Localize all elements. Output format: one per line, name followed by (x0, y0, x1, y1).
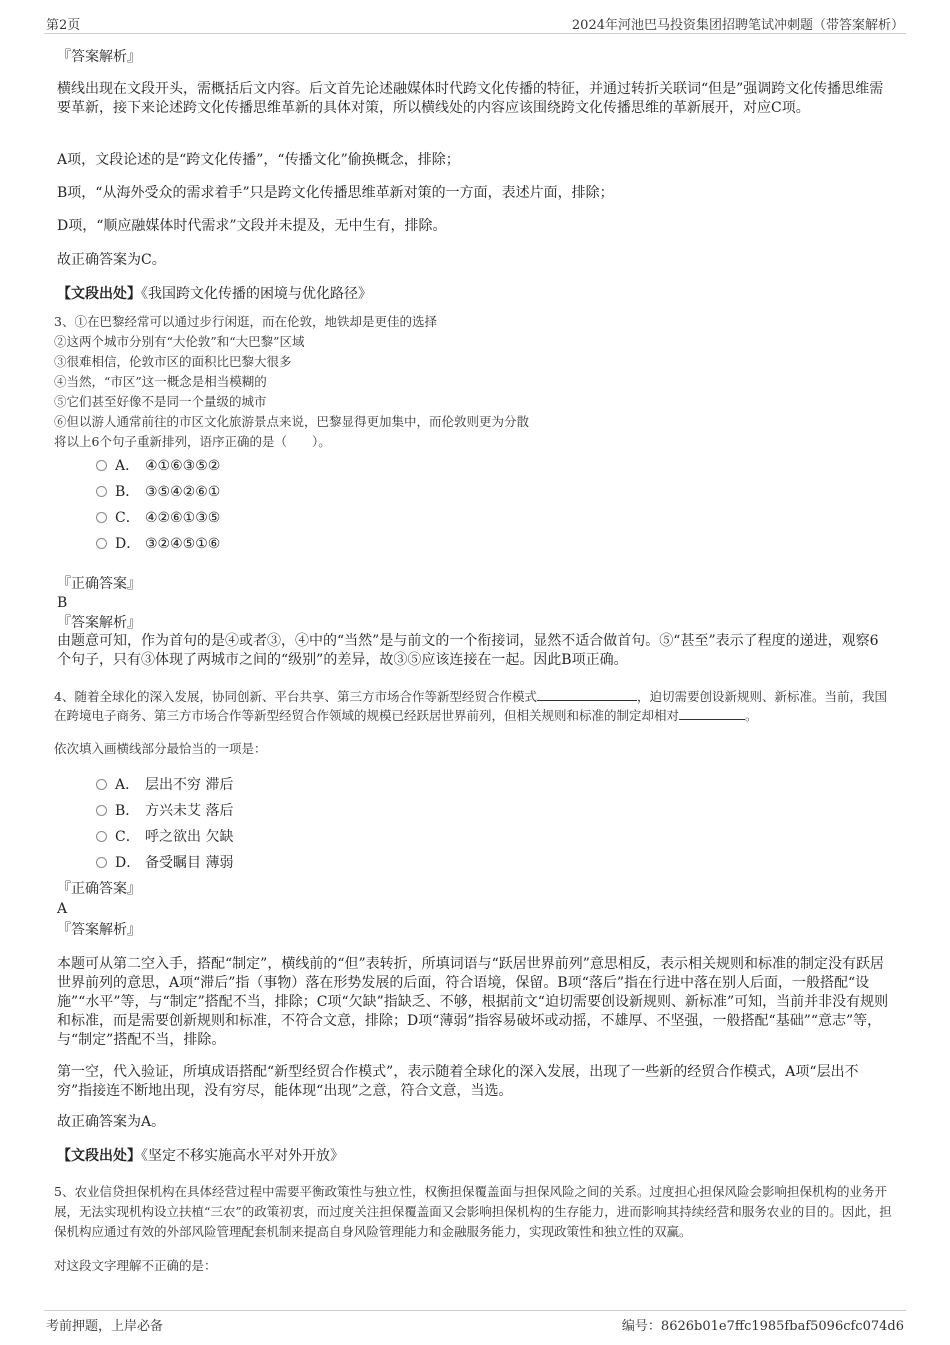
q3-stem-line: ⑤它们甚至好像不是同一个量级的城市 (54, 394, 267, 409)
radio-icon[interactable] (96, 779, 107, 790)
q2-analysis-option-a: A项，文段论述的是“跨文化传播”，“传播文化”偷换概念，排除； (57, 152, 460, 168)
q3-option-a[interactable] (96, 456, 220, 476)
q3-stem (54, 312, 894, 452)
q4-stem-part2: ，迫切需要创设新规则、新标准。当前，我国在跨境电子商务、第三方市场合作等新型经贸合作领域的规模已经跃居世界前列，但相关规则和标准的制定却相对 (54, 689, 887, 723)
q4-option-d[interactable] (96, 853, 233, 873)
document-title: 2024年河池巴马投资集团招聘笔试冲刺题（带答案解析） (571, 18, 904, 33)
option-letter: B． (115, 484, 140, 500)
q5-prompt: 对这段文字理解不正确的是： (54, 1258, 217, 1273)
q2-source-title: 《我国跨文化传播的困境与优化路径》 (141, 286, 372, 302)
q3-stem-question: 将以上6个句子重新排列，语序正确的是（ ）。 (54, 434, 331, 449)
q2-analysis-paragraph: 横线出现在文段开头，需概括后文内容。后文首先论述融媒体时代跨文化传播的特征，并通过转折关联词“但是”强调跨文化传播思维需要革新，接下来论述跨文化传播思维革新的具体对策，所以横线处的内容应该围绕跨文化传播思维的革新展开，对应C项。 (57, 81, 884, 116)
option-letter: C． (115, 510, 140, 526)
q2-analysis-option-b: B项，“从海外受众的需求着手”只是跨文化传播思维革新对策的一方面，表述片面，排除； (57, 185, 614, 201)
q3-stem-line: 3、①在巴黎经常可以通过步行闲逛，而在伦敦，地铁却是更佳的选择 (54, 314, 437, 329)
q4-source-label: 【文段出处】 (57, 1148, 141, 1164)
q4-option-b[interactable] (96, 801, 233, 821)
option-text: ③⑤④②⑥① (145, 484, 221, 500)
footer-serial: 编号：8626b01e7ffc1985fbaf5096cfc074d6 (621, 1319, 904, 1334)
q3-stem-line: ⑥但以游人通常前往的市区文化旅游景点来说，巴黎显得更加集中，而伦敦则更为分散 (54, 414, 530, 429)
q4-answer-heading: 『正确答案』 (57, 881, 141, 897)
q3-stem-line: ②这两个城市分别有“大伦敦”和“大巴黎”区域 (54, 334, 305, 349)
option-text: 备受瞩目 薄弱 (145, 855, 234, 871)
option-letter: A． (115, 777, 140, 793)
header-divider (44, 33, 906, 34)
q2-analysis-heading: 『答案解析』 (57, 49, 141, 65)
q4-stem (54, 687, 894, 725)
q4-source-title: 《坚定不移实施高水平对外开放》 (141, 1148, 344, 1164)
radio-icon[interactable] (96, 831, 107, 842)
q3-stem-line: ③很难相信，伦敦市区的面积比巴黎大很多 (54, 354, 292, 369)
q4-option-c[interactable] (96, 827, 233, 847)
option-text: 呼之欲出 欠缺 (145, 829, 234, 845)
q3-answer-heading: 『正确答案』 (57, 576, 141, 592)
q3-answer: B (57, 595, 68, 611)
option-letter: B． (115, 803, 140, 819)
option-letter: D． (115, 536, 141, 552)
radio-icon[interactable] (96, 538, 107, 549)
q4-blank-2 (679, 707, 745, 720)
option-letter: A． (115, 458, 140, 474)
radio-icon[interactable] (96, 512, 107, 523)
option-text: ④②⑥①③⑤ (145, 510, 221, 526)
q4-prompt: 依次填入画横线部分最恰当的一项是： (54, 741, 267, 756)
option-text: 层出不穷 滞后 (145, 777, 234, 793)
q2-conclusion: 故正确答案为C。 (57, 252, 166, 268)
q4-analysis-paragraph-1: 本题可从第二空入手，搭配“制定”，横线前的“但”表转折，所填词语与“跃居世界前列”意思相反，表示相关规则和标准的制定没有跃居世界前列的意思，A项“滞后”指（事物）落在形势发展的后面，符合语境，保留。B项“落后”指在行进中落在别人后面，一般搭配“设施”“水平”等，与“制定”搭配不当，排除；C项“欠缺”指缺乏、不够，根据前文“迫切需要创设新规则、新标准”可知，当前并非没有规则和标准，而是需要创新规则和标准，不符合文意，排除；D项“薄弱”指容易破坏或动摇，不雄厚、不坚强，一般搭配“基础”“意志”等，与“制定”搭配不当，排除。 (57, 956, 889, 1048)
footer-slogan: 考前押题，上岸必备 (46, 1319, 164, 1334)
q3-stem-line: ④当然，“市区”这一概念是相当模糊的 (54, 374, 267, 389)
q5-stem: 5、农业信贷担保机构在具体经营过程中需要平衡政策性与独立性，权衡担保覆盖面与担保风险之间的关系。过度担心担保风险会影响担保机构的业务开展，无法实现机构设立扶植“三农”的政策初衷，而过度关注担保覆盖面又会影响担保机构的生存能力，进而影响其持续经营和服务农业的目的。因此，担保机构应通过有效的外部风险管理配套机制来提高自身风险管理能力和金融服务能力，实现政策性和独立性的双赢。 (54, 1184, 892, 1239)
q4-option-a[interactable] (96, 775, 233, 795)
q3-analysis-heading: 『答案解析』 (57, 615, 141, 631)
radio-icon[interactable] (96, 460, 107, 471)
q4-stem-part1: 4、随着全球化的深入发展，协同创新、平台共享、第三方市场合作等新型经贸合作模式 (54, 689, 537, 704)
page-number: 第2页 (46, 18, 81, 33)
q4-blank-1 (537, 688, 637, 701)
q4-answer: A (57, 901, 68, 917)
option-letter: D． (115, 855, 141, 871)
q4-conclusion: 故正确答案为A。 (57, 1114, 166, 1130)
q3-option-c[interactable] (96, 508, 220, 528)
option-letter: C． (115, 829, 140, 845)
q2-source-label: 【文段出处】 (57, 286, 141, 302)
q2-source (57, 285, 891, 304)
q3-option-d[interactable] (96, 534, 220, 554)
q4-analysis-heading: 『答案解析』 (57, 922, 141, 938)
footer-divider (44, 1310, 906, 1311)
option-text: 方兴未艾 落后 (145, 803, 234, 819)
option-text: ③②④⑤①⑥ (145, 536, 221, 552)
q3-analysis: 由题意可知，作为首句的是④或者③，④中的“当然”是与前文的一个衔接词，显然不适合做首句。⑤“甚至”表示了程度的递进，观察6个句子，只有③体现了两城市之间的“级别”的差异，故③⑤应该连接在一起。因此B项正确。 (57, 633, 879, 668)
q4-source (57, 1147, 891, 1166)
radio-icon[interactable] (96, 486, 107, 497)
q2-analysis-option-d: D项，“顺应融媒体时代需求”文段并未提及，无中生有，排除。 (57, 218, 447, 234)
q3-option-b[interactable] (96, 482, 220, 502)
q4-stem-part3: 。 (745, 708, 758, 723)
radio-icon[interactable] (96, 857, 107, 868)
q4-analysis-paragraph-2: 第一空，代入验证，所填成语搭配“新型经贸合作模式”，表示随着全球化的深入发展，出现了一些新的经贸合作模式，A项“层出不穷”指接连不断地出现，没有穷尽，能体现“出现”之意，符合文意，当选。 (57, 1064, 859, 1099)
option-text: ④①⑥③⑤② (145, 458, 221, 474)
radio-icon[interactable] (96, 805, 107, 816)
